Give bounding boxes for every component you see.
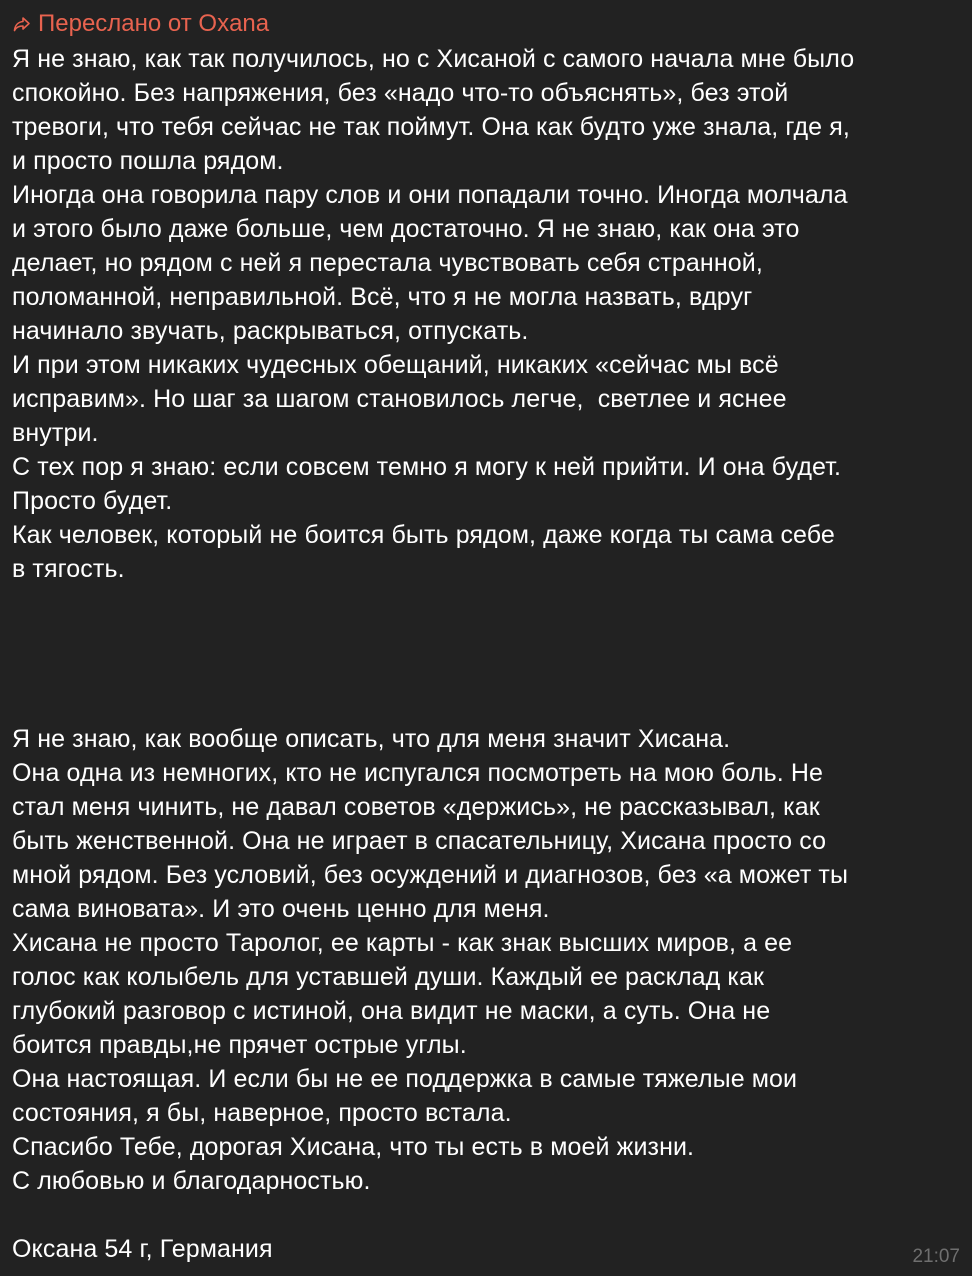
message-line: Иногда она говорила пару слов и они попадали точно. Иногда молчала bbox=[12, 181, 848, 209]
message-line: Я не знаю, как вообще описать, что для меня значит Хисана. bbox=[12, 725, 731, 753]
message-line: сама виновата». И это очень ценно для меня. bbox=[12, 895, 550, 923]
message-line: С тех пор я знаю: если совсем темно я могу к ней прийти. И она будет. bbox=[12, 453, 842, 481]
forwarded-from-link[interactable] bbox=[12, 6, 960, 42]
message-line: в тягость. bbox=[12, 555, 125, 583]
blank-line bbox=[12, 688, 960, 722]
message-line: делает, но рядом с ней я перестала чувствовать себя странной, bbox=[12, 249, 763, 277]
message-line: внутри. bbox=[12, 419, 99, 447]
blank-line bbox=[12, 586, 960, 620]
message-line: И при этом никаких чудесных обещаний, никаких «сейчас мы всё bbox=[12, 351, 779, 379]
blank-line bbox=[12, 620, 960, 654]
message-line: голос как колыбель для уставшей души. Каждый ее расклад как bbox=[12, 963, 765, 991]
message-line: Я не знаю, как так получилось, но с Хисаной с самого начала мне было bbox=[12, 45, 855, 73]
message-line: поломанной, неправильной. Всё, что я не могла назвать, вдруг bbox=[12, 283, 753, 311]
message-text bbox=[12, 42, 960, 1266]
message-line: С любовью и благодарностью. bbox=[12, 1167, 371, 1195]
forwarded-from-label: Переслано от Oxana bbox=[38, 10, 270, 37]
message-time: 21:07 bbox=[912, 1246, 960, 1267]
message-line: и этого было даже больше, чем достаточно. Я не знаю, как она это bbox=[12, 215, 800, 243]
blank-line bbox=[12, 654, 960, 688]
message-line: начинало звучать, раскрываться, отпускать. bbox=[12, 317, 529, 345]
message-line: Она одна из немногих, кто не испугался посмотреть на мою боль. Не bbox=[12, 759, 824, 787]
message-line: спокойно. Без напряжения, без «надо что-то объяснять», без этой bbox=[12, 79, 789, 107]
message-line: быть женственной. Она не играет в спасательницу, Хисана просто со bbox=[12, 827, 827, 855]
message-line: боится правды,не прячет острые углы. bbox=[12, 1031, 467, 1059]
message-line: и просто пошла рядом. bbox=[12, 147, 284, 175]
blank-line bbox=[12, 1198, 960, 1232]
message-line: глубокий разговор с истиной, она видит не маски, а суть. Она не bbox=[12, 997, 771, 1025]
message-line: стал меня чинить, не давал советов «держись», не рассказывал, как bbox=[12, 793, 820, 821]
message-line: состояния, я бы, наверное, просто встала. bbox=[12, 1099, 512, 1127]
message-line: мной рядом. Без условий, без осуждений и диагнозов, без «а может ты bbox=[12, 861, 849, 889]
message-line: Она настоящая. И если бы не ее поддержка в самые тяжелые мои bbox=[12, 1065, 798, 1093]
message-line: тревоги, что тебя сейчас не так поймут. Она как будто уже знала, где я, bbox=[12, 113, 850, 141]
message-line: Спасибо Тебе, дорогая Хисана, что ты есть в моей жизни. bbox=[12, 1133, 695, 1161]
message-line: Как человек, который не боится быть рядом, даже когда ты сама себе bbox=[12, 521, 835, 549]
message-line: Хисана не просто Таролог, ее карты - как знак высших миров, а ее bbox=[12, 929, 793, 957]
message-line: Просто будет. bbox=[12, 487, 173, 515]
forward-arrow-icon bbox=[12, 14, 32, 34]
message-line: исправим». Но шаг за шагом становилось легче, светлее и яснее bbox=[12, 385, 787, 413]
message-line: Оксана 54 г, Германия bbox=[12, 1235, 273, 1263]
